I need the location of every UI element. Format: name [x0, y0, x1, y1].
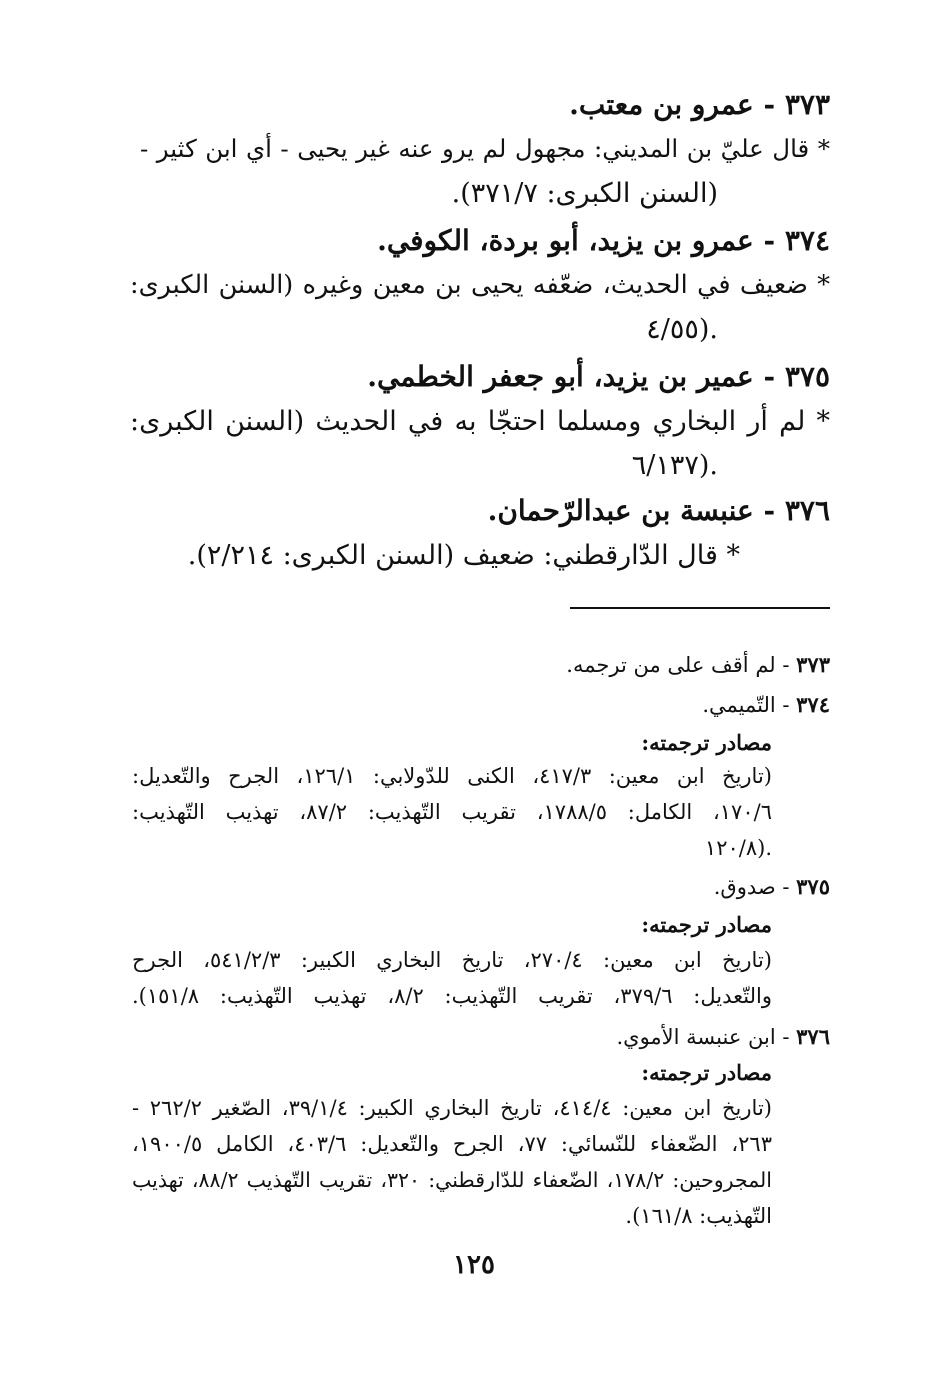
entry-heading: ٣٧٦ - عنبسة بن عبدالرّحمان. — [487, 494, 830, 527]
footnote-line: ٣٧٦ - ابن عنبسة الأموي. — [616, 1024, 830, 1049]
footnote-text: لم أقف على من ترجمه. — [566, 653, 776, 677]
entry-text-line: (السنن الكبرى: ٣٧١/٧). — [451, 178, 718, 209]
entry-heading: ٣٧٥ - عمير بن يزيد، أبو جعفر الخطمي. — [367, 360, 830, 393]
footnote-number: ٣٧٣ — [796, 652, 830, 677]
footnote-source-line: المجروحين: ١٧٨/٢، الضّعفاء للدّارقطني: ٣٢٠، تقريب التّهذيب ٨٨/٢، تهذيب — [132, 1168, 772, 1192]
footnote-line: ٣٧٤ - التّميمي. — [702, 692, 830, 717]
footnote-source-line: (تاريخ ابن معين: ٤١٧/٣، الكنى للدّولابي: ١٢٦/١، الجرح والتّعديل: — [132, 764, 772, 788]
footnote-source-line: التّهذيب: ١٦١/٨). — [625, 1204, 772, 1228]
sources-label: مصادر ترجمته: — [641, 1060, 772, 1085]
footnote-text: التّميمي. — [702, 693, 776, 717]
entry-name: عمير بن يزيد، أبو جعفر الخطمي. — [367, 360, 754, 393]
footnote-source-line: (تاريخ ابن معين: ٢٧٠/٤، تاريخ البخاري الكبير: ٥٤١/٢/٣، الجرح — [132, 948, 772, 972]
entry-text-line: * قال الدّارقطني: ضعيف (السنن الكبرى: ٢/٢١٤). — [187, 540, 740, 571]
sources-label: مصادر ترجمته: — [641, 912, 772, 937]
page-number: ١٢٥ — [453, 1250, 495, 1280]
entry-text-line: ٦/١٣٧). — [631, 450, 718, 481]
entry-number: ٣٧٦ — [784, 494, 830, 527]
footnote-source-line: ١٢٠/٨). — [704, 836, 772, 860]
footnote-text: ابن عنبسة الأموي. — [616, 1025, 776, 1049]
footnote-text: صدوق. — [713, 875, 776, 899]
entry-text-line: * قال عليّ بن المديني: مجهول لم يرو عنه غير يحيى - أي ابن كثير - — [140, 134, 830, 163]
footnote-source-line: ١٧٠/٦، الكامل: ١٧٨٨/٥، تقريب التّهذيب: ٨٧/٢، تهذيب التّهذيب: — [132, 800, 772, 824]
footnote-source-line: ٢٦٣، الضّعفاء للنّسائي: ٧٧، الجرح والتّعديل: ٤٠٣/٦، الكامل ١٩٠٠/٥، — [132, 1132, 772, 1156]
entry-heading: ٣٧٤ - عمرو بن يزيد، أبو بردة، الكوفي. — [377, 224, 830, 257]
entry-text-line: * لم أر البخاري ومسلما احتجّا به في الحديث (السنن الكبرى: — [130, 406, 830, 437]
entry-name: عمرو بن معتب. — [569, 88, 754, 121]
footnote-number: ٣٧٦ — [796, 1024, 830, 1049]
entry-number: ٣٧٤ — [784, 224, 830, 257]
footnote-number: ٣٧٤ — [796, 692, 830, 717]
entry-name: عمرو بن يزيد، أبو بردة، الكوفي. — [377, 224, 754, 257]
footnote-line: ٣٧٣ - لم أقف على من ترجمه. — [566, 652, 830, 677]
footnote-line: ٣٧٥ - صدوق. — [713, 874, 830, 899]
entry-name: عنبسة بن عبدالرّحمان. — [487, 494, 754, 527]
entry-text-line: ٤/٥٥). — [646, 314, 718, 345]
entry-number: ٣٧٣ — [784, 88, 830, 121]
sources-label: مصادر ترجمته: — [641, 730, 772, 755]
footnote-source-line: والتّعديل: ٣٧٩/٦، تقريب التّهذيب: ٨/٢، تهذيب التّهذيب: ١٥١/٨). — [132, 984, 772, 1008]
entry-heading: ٣٧٣ - عمرو بن معتب. — [569, 88, 830, 121]
footnote-separator — [570, 607, 830, 609]
entry-text-line: * ضعيف في الحديث، ضعّفه يحيى بن معين وغيره (السنن الكبرى: — [130, 270, 830, 300]
footnote-source-line: (تاريخ ابن معين: ٤١٤/٤، تاريخ البخاري الكبير: ٣٩/١/٤، الصّغير ٢٦٢/٢ - — [132, 1096, 772, 1120]
footnote-number: ٣٧٥ — [796, 874, 830, 899]
entry-number: ٣٧٥ — [784, 360, 830, 393]
